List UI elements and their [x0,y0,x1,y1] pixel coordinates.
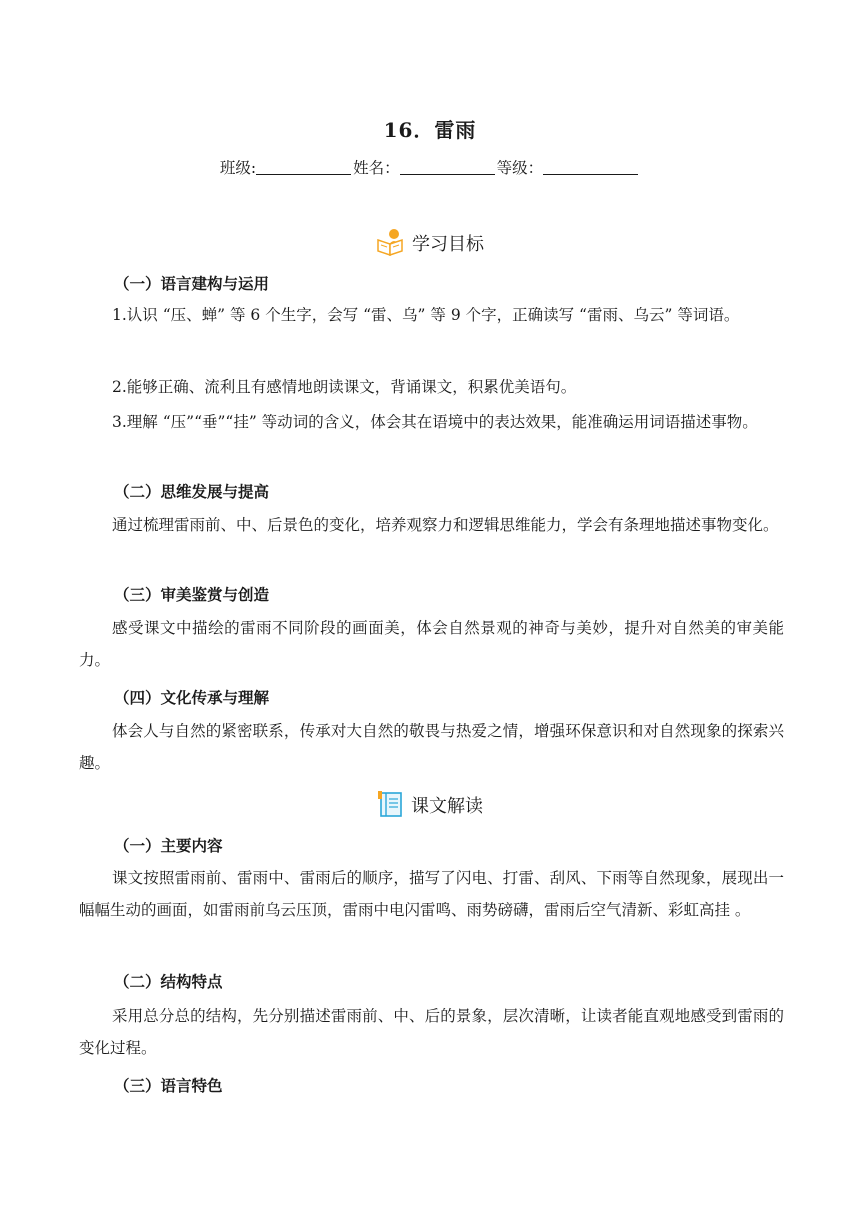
paragraph: 采用总分总的结构，先分别描述雷雨前、中、后的景象，层次清晰，让读者能直观地感受到雷雨的变化过程。 [79,1007,784,1057]
subheading: （一）语言建构与运用 [114,275,270,293]
section-heading-text: 学习目标 [412,234,484,255]
name-blank[interactable] [400,160,495,175]
paragraph: 体会人与自然的紧密联系，传承对大自然的敬畏与热爱之情，增强环保意识和对自然现象的探索兴趣。 [79,722,784,772]
section-heading-goals [0,228,860,261]
paragraph: 2.能够正确、流利且有感情地朗读课文，背诵课文，积累优美语句。 [112,378,577,396]
class-label: 班级: [219,159,257,177]
subheading: （二）结构特点 [114,973,223,991]
subheading: （一）主要内容 [114,837,223,855]
name-label: 姓名： [353,159,400,177]
paragraph: 通过梳理雷雨前、中、后景色的变化，培养观察力和逻辑思维能力，学会有条理地描述事物变化。 [112,516,779,534]
paragraph: 1.认识 “压、蝉” 等 6 个生字，会写 “雷、乌” 等 9 个字，正确读写 “雷雨、乌云” 等词语。 [112,306,740,324]
paragraph: 3.理解 “压”“垂”“挂” 等动词的含义，体会其在语境中的表达效果，能准确运用词语描述事物。 [112,413,758,431]
paragraph: 感受课文中描绘的雷雨不同阶段的画面美，体会自然景观的神奇与美妙，提升对自然美的审美能力。 [79,619,784,669]
paragraph: 课文按照雷雨前、雷雨中、雷雨后的顺序，描写了闪电、打雷、刮风、下雨等自然现象，展现出一幅幅生动的画面，如雷雨前乌云压顶，雷雨中电闪雷鸣、雨势磅礴，雷雨后空气清新、彩虹高挂 。 [79,869,784,919]
subheading: （三）审美鉴赏与创造 [114,586,270,604]
class-blank[interactable] [256,160,351,175]
reader-book-icon [376,228,406,261]
notebook-icon [377,790,405,823]
student-info-line [0,156,860,178]
grade-label: 等级： [496,159,544,177]
grade-blank[interactable] [543,160,638,175]
subheading: （三）语言特色 [114,1077,223,1095]
subheading: （四）文化传承与理解 [114,689,270,707]
section-heading-text: 课文解读 [411,796,483,817]
page-title: 16．雷雨 [383,118,477,142]
subheading: （二）思维发展与提高 [114,483,270,501]
section-heading-reading [0,790,860,823]
